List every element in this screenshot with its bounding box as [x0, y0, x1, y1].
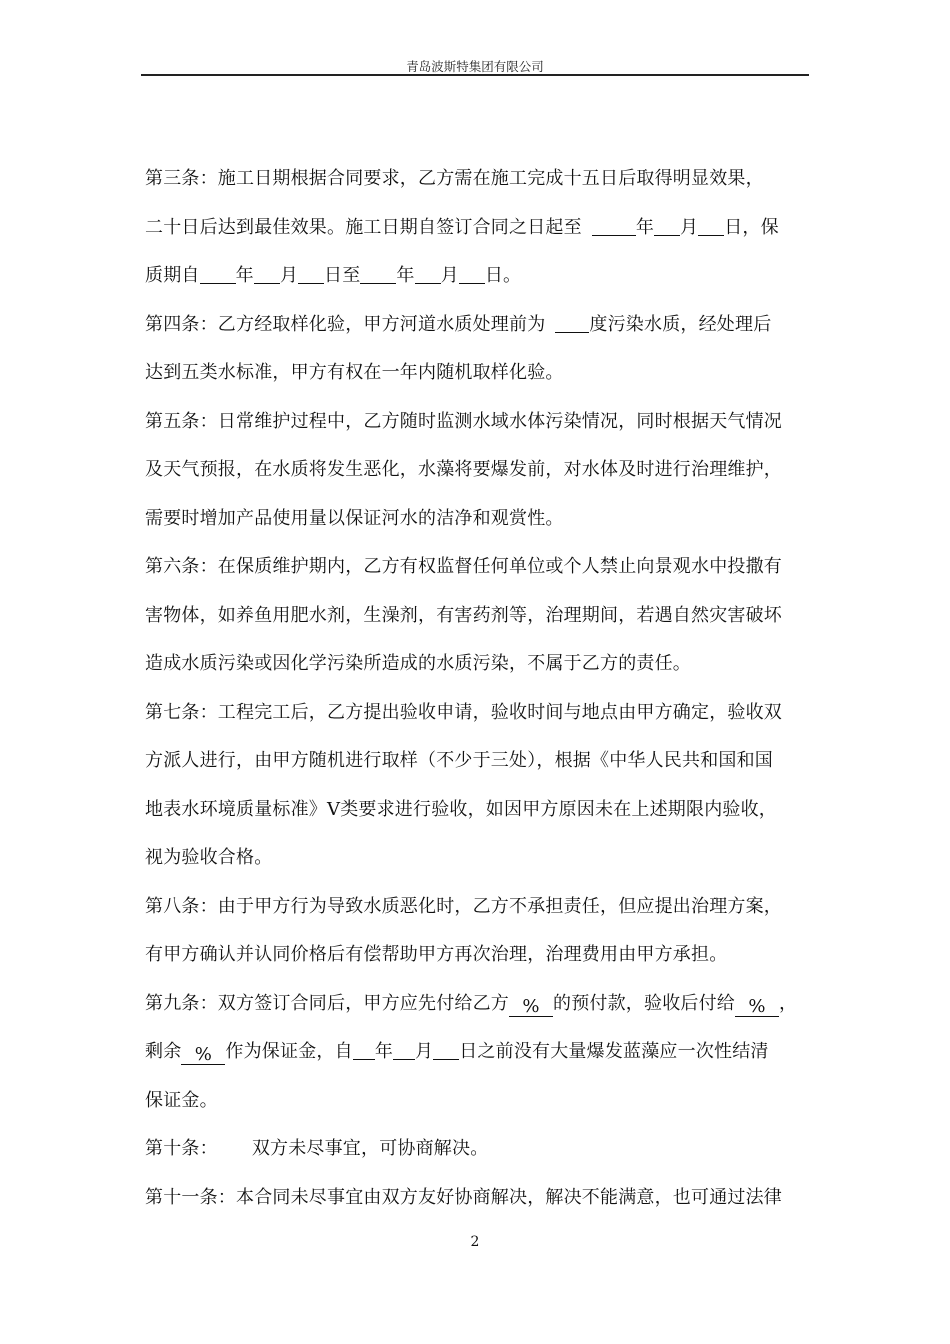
- article-8-line-2: 有甲方确认并认同价格后有偿帮助甲方再次治理，治理费用由甲方承担。: [145, 944, 728, 965]
- article-4-line-1: 第四条：乙方经取样化验，甲方河道水质处理前为 度污染水质，经处理后: [145, 313, 772, 335]
- warranty-start-year-blank[interactable]: [200, 265, 236, 284]
- page-header: [141, 56, 809, 76]
- warranty-end-month-blank[interactable]: [415, 265, 441, 284]
- article-9-line-1: 第九条：双方签订合同后，甲方应先付给乙方 % 的预付款，验收后付给 % ，: [145, 992, 798, 1017]
- article-3-line-1: 第三条：施工日期根据合同要求，乙方需在施工完成十五日后取得明显效果，: [145, 168, 764, 189]
- page-number: 2: [470, 1234, 480, 1250]
- article-7-line-2: 方派人进行，由甲方随机进行取样（不少于三处），根据《中华人民共和国和国: [145, 750, 773, 771]
- article-8-line-1: 第八条：由于甲方行为导致水质恶化时，乙方不承担责任，但应提出治理方案，: [145, 895, 782, 917]
- article-6-line-2: 害物体，如养鱼用肥水剂，生澡剂，有害药剂等，治理期间，若遇自然灾害破坏: [145, 604, 782, 626]
- pollution-degree-blank[interactable]: [555, 314, 589, 333]
- company-name: 青岛波斯特集团有限公司: [406, 59, 544, 74]
- article-5-line-3: 需要时增加产品使用量以保证河水的洁净和观赏性。: [145, 507, 564, 529]
- warranty-end-day-blank[interactable]: [459, 265, 485, 284]
- deposit-percent-blank[interactable]: %: [181, 1046, 225, 1065]
- warranty-start-month-blank[interactable]: [254, 265, 280, 284]
- article-5-line-1: 第五条：日常维护过程中，乙方随时监测水域水体污染情况，同时根据天气情况: [145, 410, 782, 432]
- article-7-line-3: 地表水环境质量标准》V类要求进行验收，如因甲方原因未在上述期限内验收，: [145, 798, 777, 820]
- article-4-line-2: 达到五类水标准，甲方有权在一年内随机取样化验。: [145, 362, 564, 383]
- article-3-line-3: 质期自 年 月 日至 年 月 日。: [145, 265, 522, 286]
- end-month-blank[interactable]: [654, 217, 680, 236]
- deposit-month-blank[interactable]: [393, 1041, 415, 1060]
- article-7-line-4: 视为验收合格。: [145, 847, 273, 868]
- deposit-year-blank[interactable]: [353, 1041, 375, 1060]
- end-year-blank[interactable]: [592, 217, 636, 236]
- article-9-line-2: 剩余 % 作为保证金，自 年 月 日之前没有大量爆发蓝藻应一次性结清: [145, 1041, 769, 1065]
- contract-body: [145, 155, 815, 1222]
- article-7-line-1: 第七条：工程完工后，乙方提出验收申请，验收时间与地点由甲方确定，验收双: [145, 701, 782, 723]
- article-10-line-1: 第十条： 双方未尽事宜，可协商解决。: [145, 1138, 489, 1159]
- deposit-day-blank[interactable]: [433, 1041, 459, 1060]
- article-5-line-2: 及天气预报，在水质将发生恶化，水藻将要爆发前，对水体及时进行治理维护，: [145, 459, 782, 480]
- acceptance-payment-percent-blank[interactable]: %: [735, 998, 779, 1017]
- end-day-blank[interactable]: [698, 217, 724, 236]
- article-6-line-3: 造成水质污染或因化学污染所造成的水质污染，不属于乙方的责任。: [145, 653, 691, 674]
- article-6-line-1: 第六条：在保质维护期内，乙方有权监督任何单位或个人禁止向景观水中投撒有: [145, 556, 782, 577]
- prepayment-percent-blank[interactable]: %: [509, 998, 553, 1017]
- article-11-line-1: 第十一条：本合同未尽事宜由双方友好协商解决，解决不能满意，也可通过法律: [145, 1186, 782, 1208]
- article-3-line-2: 二十日后达到最佳效果。施工日期自签订合同之日起至 年 月 日，保: [145, 216, 779, 238]
- warranty-end-year-blank[interactable]: [360, 265, 396, 284]
- article-9-line-3: 保证金。: [145, 1089, 218, 1111]
- warranty-start-day-blank[interactable]: [298, 265, 324, 284]
